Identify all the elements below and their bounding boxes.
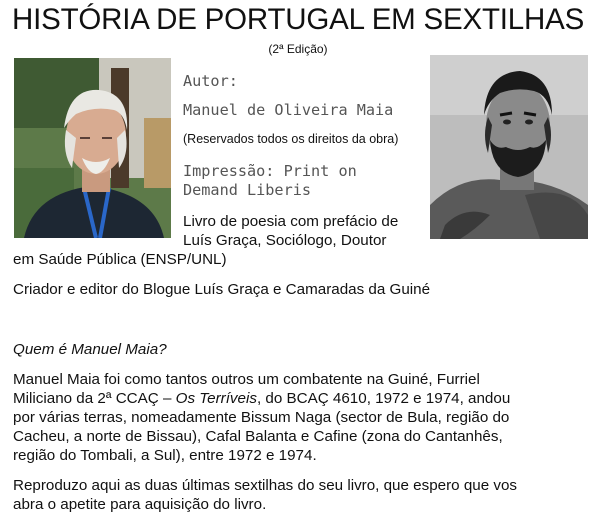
description-line-2: Luís Graça, Sociólogo, Doutor — [183, 232, 387, 249]
printing-line-1: Impressão: Print on — [183, 162, 357, 180]
bio-heading: Quem é Manuel Maia? — [13, 341, 167, 358]
author-label: Autor: — [183, 72, 238, 90]
bio-line-2-a: Miliciano da 2ª CCAÇ – — [13, 390, 176, 407]
author-photo-young — [430, 55, 588, 239]
bio-line-5: região do Tombali, a Sul), entre 1972 e 1974. — [13, 447, 317, 464]
editor-note: Criador e editor do Blogue Luís Graça e Camaradas da Guiné — [13, 281, 431, 298]
rights-notice: (Reservados todos os direitos da obra) — [183, 132, 399, 146]
bio-line-2 — [13, 389, 510, 408]
intro-line-2: abra o apetite para aquisição do livro. — [13, 496, 267, 513]
description-line-1: Livro de poesia com prefácio de — [183, 213, 399, 230]
bio-line-3: por várias terras, nomeadamente Bissum Naga (sector de Bula, região do — [13, 409, 510, 426]
intro-line-1: Reproduzo aqui as duas últimas sextilhas do seu livro, que espero que vos — [13, 477, 518, 494]
unit-nickname: Os Terríveis — [175, 390, 257, 407]
bio-line-1: Manuel Maia foi como tantos outros um combatente na Guiné, Furriel — [13, 371, 480, 388]
description-line-3: em Saúde Pública (ENSP/UNL) — [13, 251, 227, 268]
bio-line-2-c: , do BCAÇ 4610, 1972 e 1974, andou — [256, 390, 511, 407]
bio-line-4: Cacheu, a norte de Bissau), Cafal Balanta e Cafine (zona do Cantanhês, — [13, 428, 503, 445]
page-title: HISTÓRIA DE PORTUGAL EM SEXTILHAS — [12, 3, 585, 36]
printing-line-2: Demand Liberis — [183, 181, 312, 199]
author-photo-recent — [14, 58, 171, 238]
edition-label: (2ª Edição) — [268, 42, 328, 56]
author-name: Manuel de Oliveira Maia — [183, 101, 394, 119]
